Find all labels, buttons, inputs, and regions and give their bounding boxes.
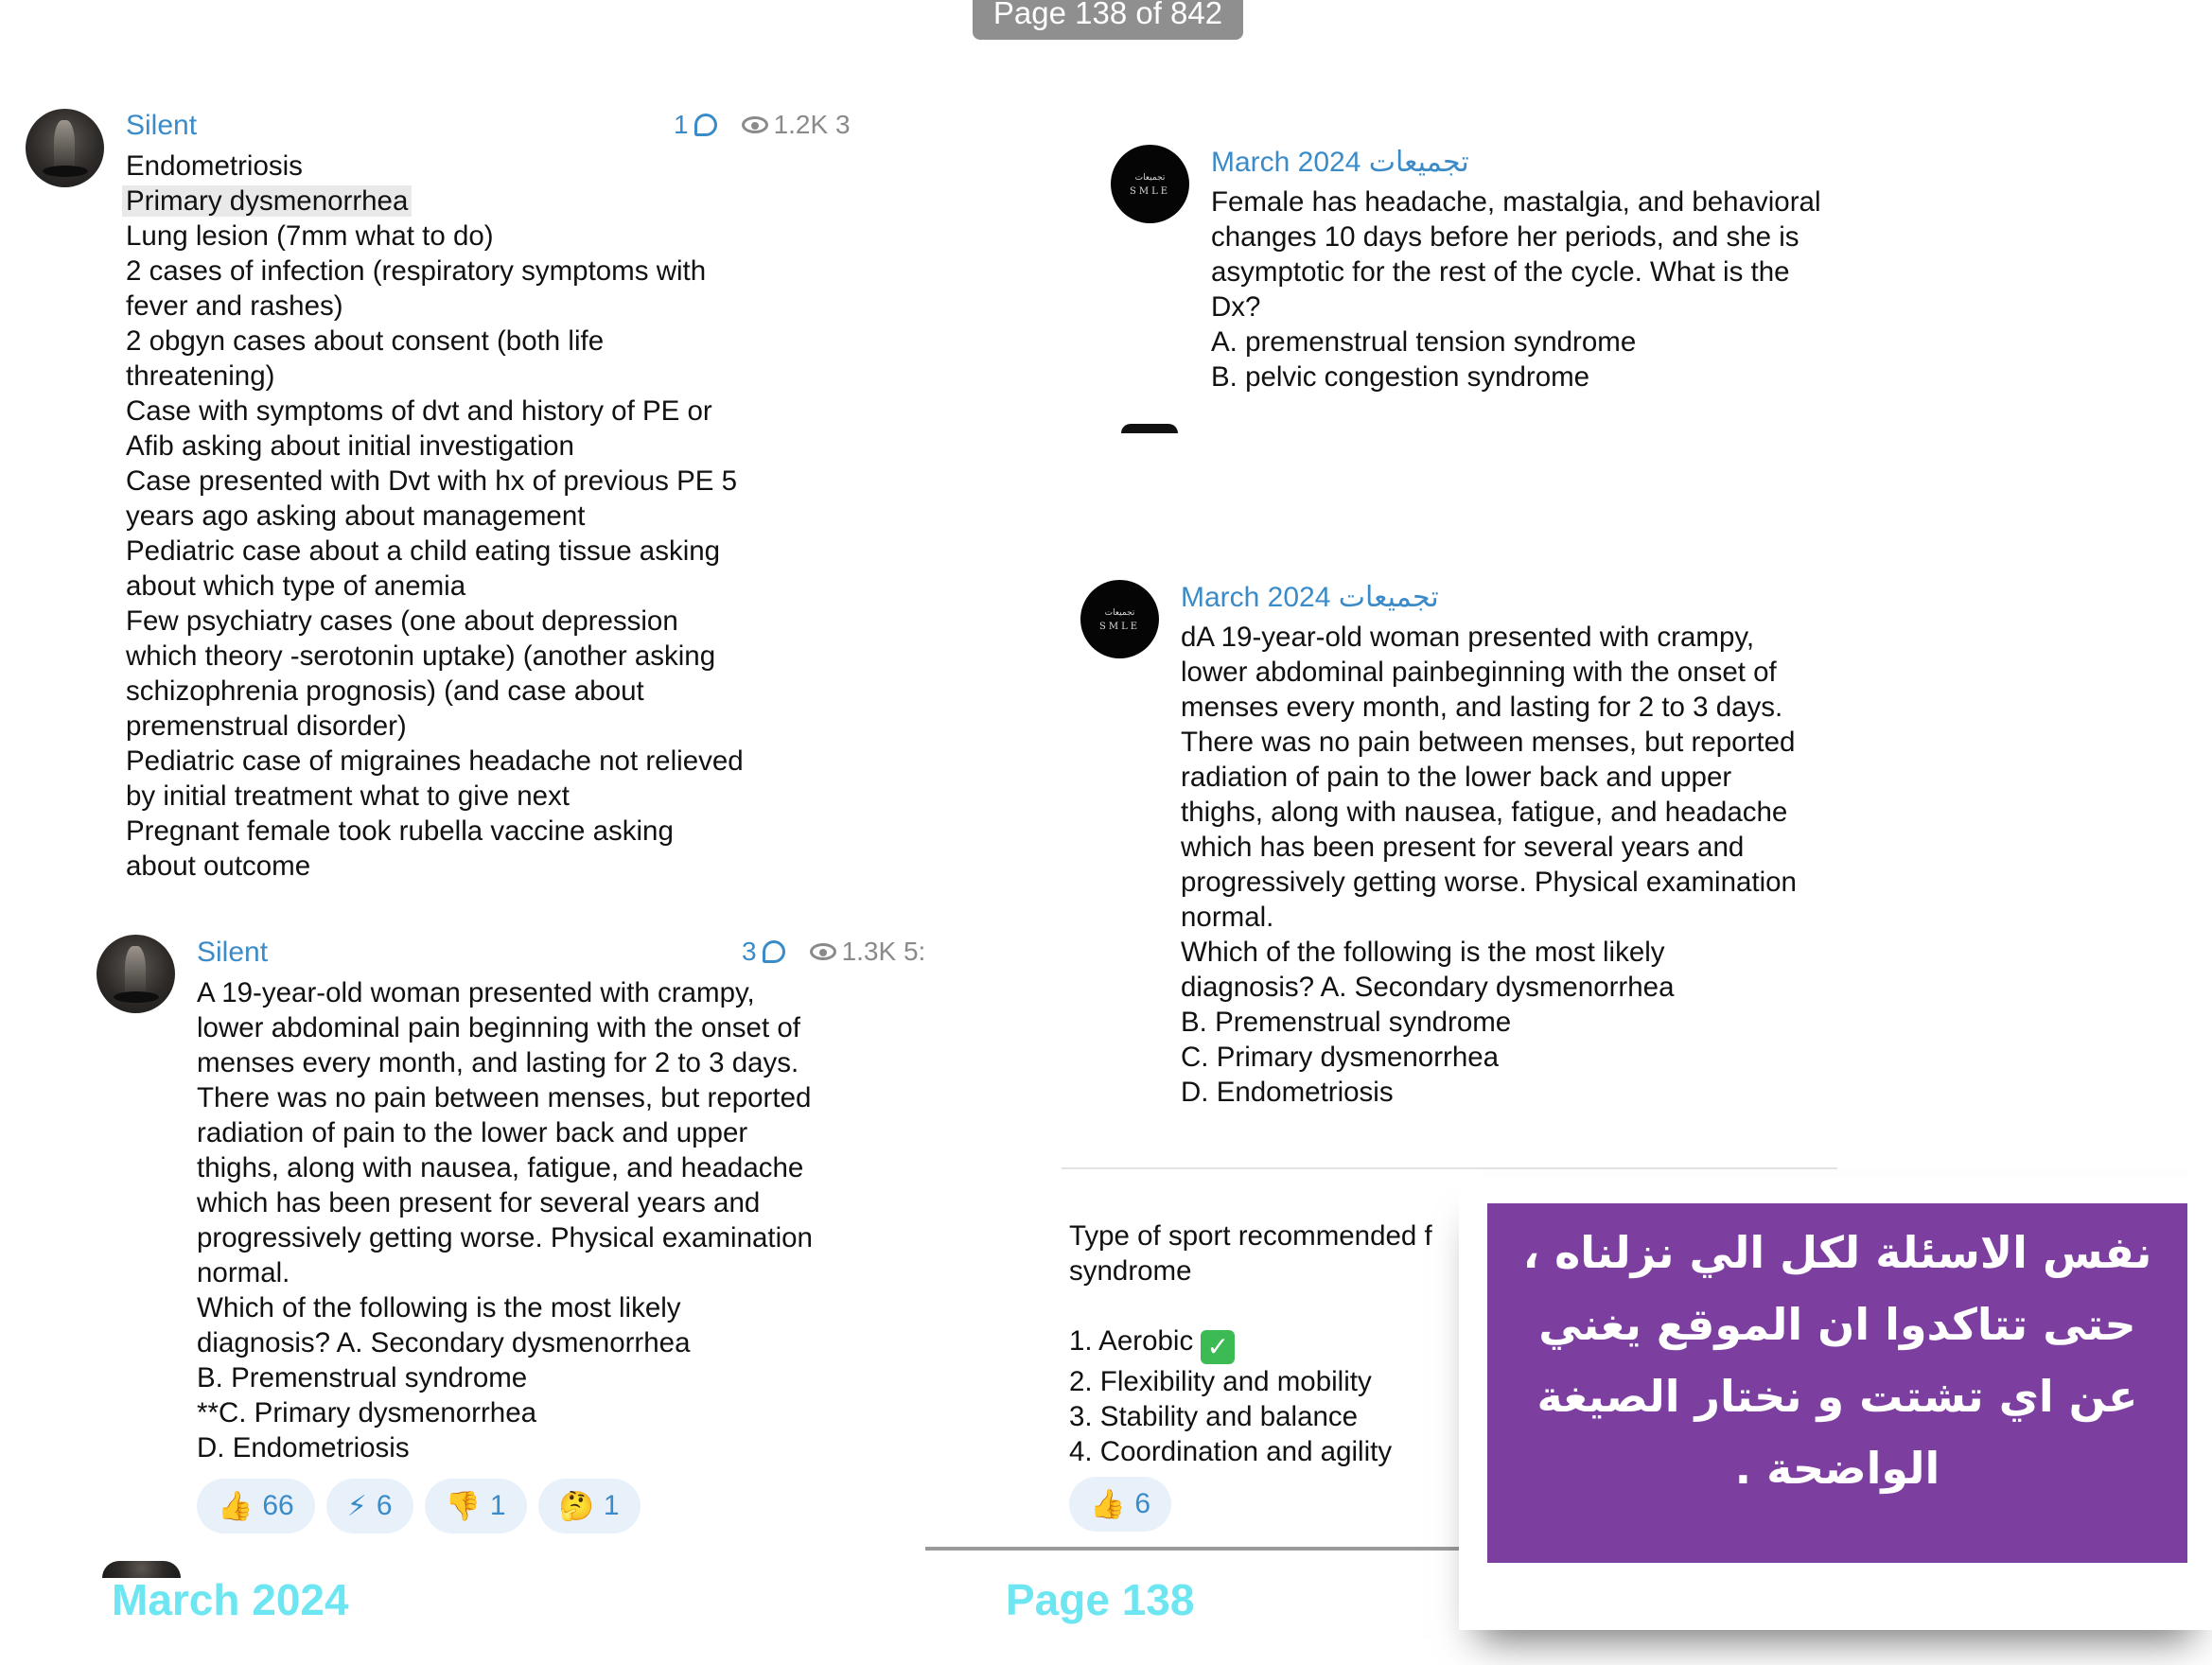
- text-line: progressively getting worse. Physical examination: [197, 1222, 813, 1253]
- text-line: **C. Primary dysmenorrhea: [197, 1397, 537, 1428]
- text-line: threatening): [126, 360, 275, 392]
- text-line: fever and rashes): [126, 290, 343, 322]
- text-line: There was no pain between menses, but reported: [1181, 727, 1796, 758]
- channel-name[interactable]: March 2024 تجميعات: [1181, 582, 1439, 613]
- page-indicator: Page 138 of 842: [973, 0, 1243, 40]
- text-line: by initial treatment what to give next: [126, 780, 570, 812]
- text-line: normal.: [1181, 902, 1274, 933]
- reaction-lightning[interactable]: ⚡ 6: [326, 1479, 413, 1534]
- text-line: Which of the following is the most likely: [1181, 937, 1665, 968]
- text-line: 3. Stability and balance: [1069, 1401, 1359, 1432]
- view-count: 1.3K 5:: [841, 937, 926, 966]
- text-line: Pediatric case about a child eating tissue asking: [126, 535, 721, 567]
- channel-avatar[interactable]: [1080, 580, 1159, 658]
- promo-line: حتى تتاكدوا ان الموقع يغني: [1538, 1299, 2136, 1350]
- message-meta: [674, 110, 851, 140]
- comment-icon[interactable]: [763, 940, 785, 963]
- lightning-icon: ⚡: [346, 1489, 367, 1523]
- text-line: Afib asking about initial investigation: [126, 430, 574, 462]
- text-line: menses every month, and lasting for 2 to 3 days.: [1181, 692, 1783, 723]
- thumbs-up-icon: 👍: [218, 1489, 254, 1523]
- channel-name[interactable]: March 2024 تجميعات: [1211, 147, 1469, 178]
- promo-line: نفس الاسئلة لكل الي نزلناه ،: [1522, 1227, 2152, 1278]
- reaction-thumbs-down[interactable]: 👎 1: [425, 1479, 527, 1534]
- sender-avatar[interactable]: [97, 935, 175, 1013]
- text-line: A. premenstrual tension syndrome: [1211, 326, 1637, 358]
- text-line: about outcome: [126, 850, 311, 882]
- text-line-with-check: 1. Aerobic ✓: [1069, 1323, 1432, 1364]
- text-line: 4. Coordination and agility: [1069, 1436, 1393, 1467]
- text-line: which has been present for several years and: [1181, 832, 1745, 863]
- eye-icon: [742, 116, 768, 133]
- message-meta: [742, 937, 925, 967]
- eye-icon: [810, 943, 836, 960]
- text-line: normal.: [197, 1257, 290, 1288]
- text-line: There was no pain between menses, but reported: [197, 1082, 812, 1113]
- text-line: thighs, along with nausea, fatigue, and headache: [197, 1152, 804, 1183]
- text-line-highlighted: Primary dysmenorrhea: [126, 184, 744, 219]
- message-text: [1069, 1218, 1432, 1469]
- reactions-bar: [197, 1479, 641, 1534]
- comment-count[interactable]: 3: [742, 937, 757, 966]
- thumbs-up-icon: 👍: [1090, 1487, 1126, 1521]
- text-line: Endometriosis: [126, 150, 303, 182]
- text-line: B. Premenstrual syndrome: [1181, 1007, 1512, 1038]
- message-divider: [1062, 1167, 1837, 1169]
- message-text: [197, 975, 813, 1465]
- text-line: years ago asking about management: [126, 500, 586, 532]
- reactions-bar: [1069, 1477, 1171, 1532]
- text-line: thighs, along with nausea, fatigue, and headache: [1181, 797, 1788, 828]
- text-line: about which type of anemia: [126, 570, 466, 602]
- sender-avatar[interactable]: [26, 109, 104, 187]
- text-line: schizophrenia prognosis) (and case about: [126, 675, 644, 707]
- message-text: [126, 149, 744, 884]
- text-line: Few psychiatry cases (one about depression: [126, 605, 678, 637]
- view-count-group: [810, 937, 926, 967]
- blank-line: [1069, 1288, 1432, 1323]
- message-text: [1211, 184, 1821, 394]
- reaction-thinking[interactable]: 🤔 1: [538, 1479, 641, 1534]
- comment-icon[interactable]: [694, 114, 717, 136]
- text-line: changes 10 days before her periods, and she is: [1211, 221, 1799, 253]
- text-line: radiation of pain to the lower back and upper: [197, 1117, 748, 1148]
- text-line: D. Endometriosis: [197, 1432, 410, 1463]
- promo-line: الواضحة .: [1734, 1443, 1940, 1494]
- text-line: 2. Flexibility and mobility: [1069, 1366, 1372, 1397]
- comment-count[interactable]: 1: [674, 110, 689, 139]
- text-line: asymptotic for the rest of the cycle. What is the: [1211, 256, 1790, 288]
- text-line: diagnosis? A. Secondary dysmenorrhea: [197, 1327, 691, 1358]
- text-line: which has been present for several years and: [197, 1187, 761, 1218]
- sender-name[interactable]: Silent: [126, 110, 198, 141]
- text-line: menses every month, and lasting for 2 to 3 days.: [197, 1047, 799, 1078]
- text-line: lower abdominal pain beginning with the onset of: [197, 1012, 800, 1043]
- text-line: Lung lesion (7mm what to do): [126, 220, 494, 252]
- text-line: which theory -serotonin uptake) (another asking: [126, 640, 716, 672]
- view-count: 1.2K 3: [773, 110, 851, 139]
- text-line: C. Primary dysmenorrhea: [1181, 1042, 1500, 1073]
- text-line: radiation of pain to the lower back and upper: [1181, 762, 1732, 793]
- text-line: progressively getting worse. Physical examination: [1181, 867, 1797, 898]
- text-line: A 19-year-old woman presented with crampy,: [197, 977, 755, 1008]
- reaction-thumbs-up[interactable]: 👍 66: [197, 1479, 315, 1534]
- text-line: B. Premenstrual syndrome: [197, 1362, 528, 1393]
- avatar-cutoff: [1121, 424, 1178, 433]
- reaction-thumbs-up[interactable]: 👍 6: [1069, 1477, 1171, 1532]
- sender-name[interactable]: Silent: [197, 937, 269, 968]
- page-separator: [925, 1547, 1474, 1551]
- channel-avatar[interactable]: [1111, 145, 1189, 223]
- message-text: [1181, 620, 1797, 1110]
- text-line: Dx?: [1211, 291, 1261, 323]
- text-line: Case with symptoms of dvt and history of PE or: [126, 395, 712, 427]
- text-line: Type of sport recommended f: [1069, 1220, 1432, 1252]
- text-line: 2 cases of infection (respiratory symptoms with: [126, 255, 707, 287]
- text-line: Case presented with Dvt with hx of previous PE 5: [126, 465, 738, 497]
- text-line: dA 19-year-old woman presented with crampy,: [1181, 622, 1755, 653]
- text-line: Pregnant female took rubella vaccine asking: [126, 815, 674, 847]
- thinking-face-icon: 🤔: [558, 1489, 594, 1523]
- text-line: Which of the following is the most likely: [197, 1292, 681, 1323]
- text-line: premenstrual disorder): [126, 710, 407, 742]
- text-line: 2 obgyn cases about consent (both life: [126, 325, 605, 357]
- text-line: lower abdominal painbeginning with the onset of: [1181, 657, 1777, 688]
- text-line: diagnosis? A. Secondary dysmenorrhea: [1181, 972, 1675, 1003]
- promo-line: عن اي تشتت و نختار الصيغة: [1536, 1371, 2138, 1422]
- avatar-label-smle: SMLE: [1129, 186, 1171, 197]
- text-line: syndrome: [1069, 1255, 1192, 1287]
- avatar-label-smle: SMLE: [1098, 622, 1141, 632]
- view-count-group: [742, 110, 851, 140]
- footer-page-label: Page 138: [1006, 1575, 1195, 1624]
- text-line: D. Endometriosis: [1181, 1077, 1394, 1108]
- avatar-label-arabic: تجميعات: [1134, 173, 1166, 183]
- promo-banner: [1487, 1203, 2187, 1563]
- thumbs-down-icon: 👎: [445, 1489, 481, 1523]
- avatar-label-arabic: تجميعات: [1104, 608, 1135, 618]
- footer-date-label: March 2024: [112, 1575, 349, 1624]
- text-line: Female has headache, mastalgia, and behavioral: [1211, 186, 1821, 218]
- text-line: B. pelvic congestion syndrome: [1211, 361, 1590, 393]
- check-mark-icon: ✓: [1201, 1330, 1235, 1364]
- text-line: Pediatric case of migraines headache not relieved: [126, 745, 744, 777]
